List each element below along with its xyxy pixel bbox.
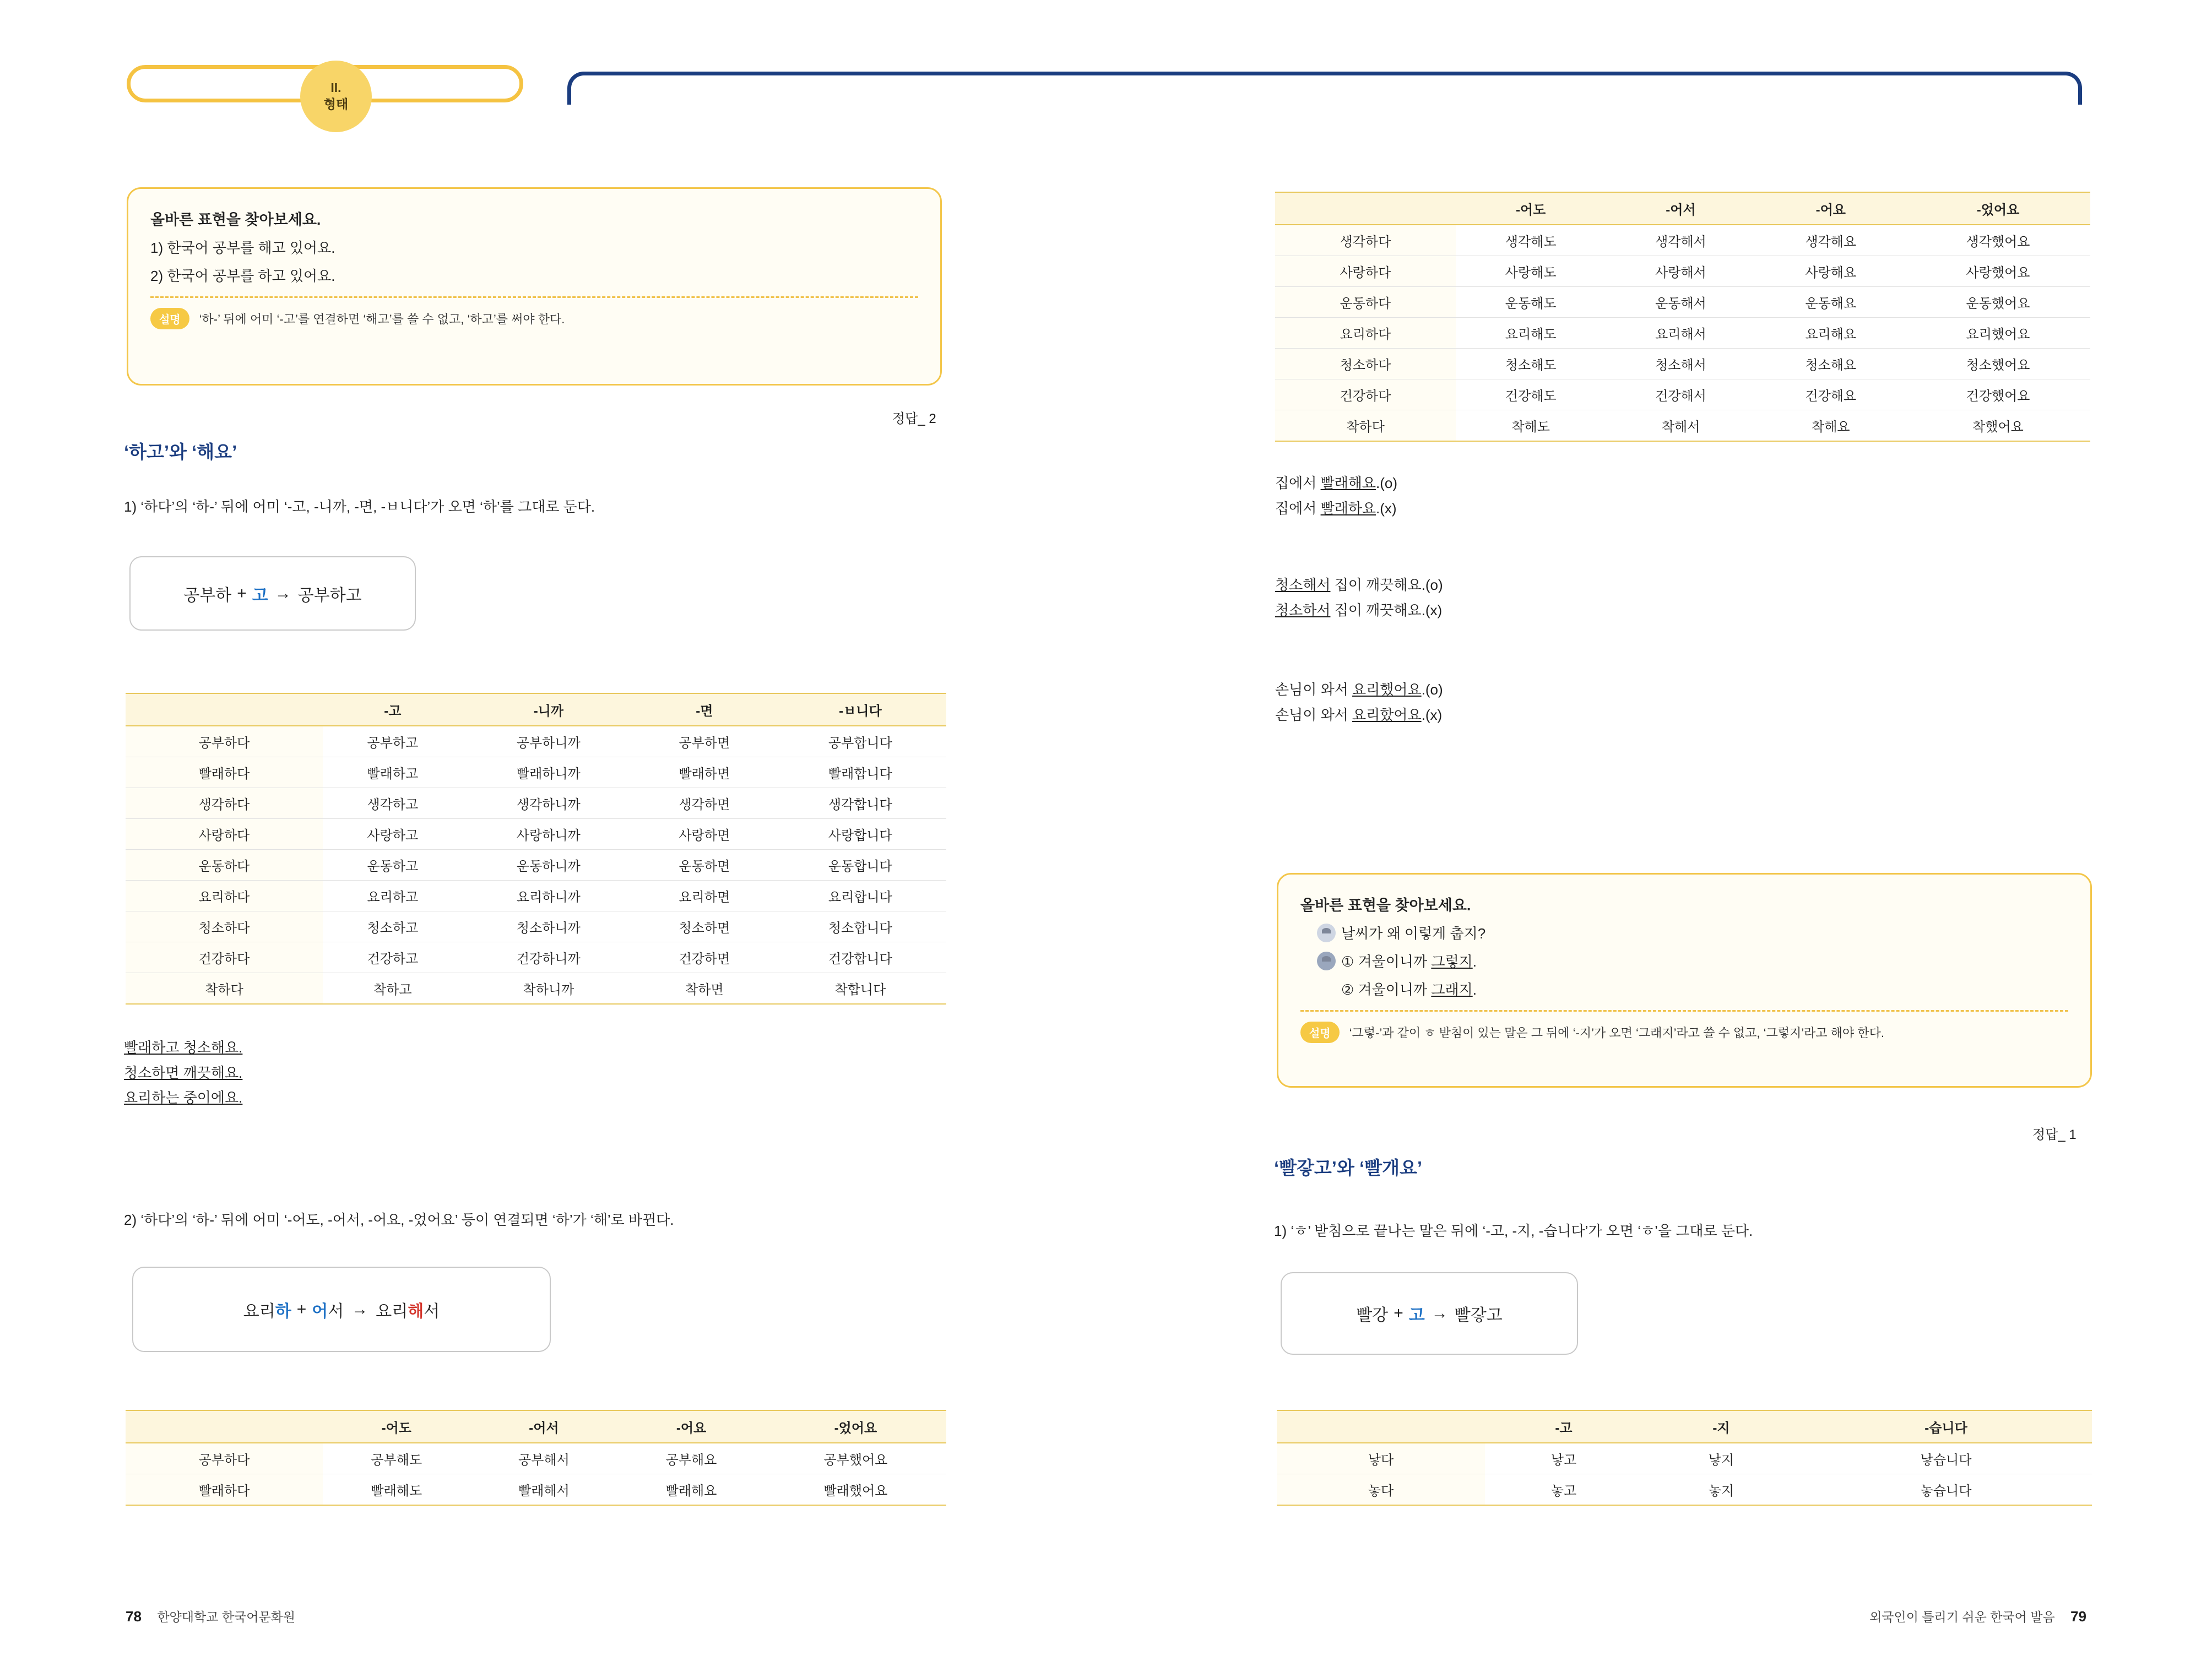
cell: 요리하면 <box>635 881 774 911</box>
right-folio: 79 <box>2070 1608 2086 1625</box>
th-1: -고 <box>323 693 463 726</box>
header-ribbon-blue <box>567 72 2082 105</box>
left-quiz-box <box>127 187 942 386</box>
example-underline: 빨래해요 <box>1320 475 1376 491</box>
cell: 청소하면 <box>635 911 774 942</box>
cell: 낳고 <box>1485 1443 1642 1474</box>
cell: 사랑하고 <box>323 819 463 850</box>
rformula-result: 빨갛고 <box>1454 1306 1503 1324</box>
table-row <box>1275 256 2090 287</box>
cell: 공부해요 <box>617 1443 765 1474</box>
cell: 건강하면 <box>635 942 774 973</box>
formula1-result: 공부하고 <box>297 586 362 605</box>
cell: 착해서 <box>1606 410 1755 442</box>
cell: 건강합니다 <box>774 942 946 973</box>
cell: 놓습니다 <box>1800 1474 2092 1506</box>
th-1: -어도 <box>323 1410 470 1443</box>
left-quiz-title: 올바른 표현을 찾아보세요. <box>150 211 321 228</box>
example-post: .(o) <box>1376 475 1398 491</box>
left-quiz-divider <box>150 296 918 298</box>
cell: 요리해서 <box>1606 318 1755 349</box>
cell: 청소해도 <box>1456 349 1606 379</box>
formula2-result-a: 요리 <box>376 1302 408 1321</box>
formula2-result-hl: 해 <box>408 1302 424 1321</box>
cell: 생각해도 <box>1456 225 1606 256</box>
table-header-row <box>126 1410 946 1443</box>
example-post: .(o) <box>1421 681 1443 698</box>
example-line <box>1275 677 1443 703</box>
cell: 건강해도 <box>1456 379 1606 410</box>
cell: 공부하다 <box>126 1443 323 1474</box>
cell: 사랑하다 <box>126 819 323 850</box>
cell: 착합니다 <box>774 973 946 1005</box>
cell: 생각하고 <box>323 788 463 819</box>
cell: 착하다 <box>1275 410 1456 442</box>
cell: 요리합니다 <box>774 881 946 911</box>
left-footer <box>126 1607 295 1625</box>
cell: 빨래해요 <box>617 1474 765 1506</box>
option1-post: . <box>1472 953 1477 970</box>
cell: 청소했어요 <box>1906 349 2090 379</box>
table-row <box>126 1474 946 1506</box>
cell: 요리하고 <box>323 881 463 911</box>
cell: 공부해도 <box>323 1443 470 1474</box>
example-pre: 손님이 와서 <box>1275 706 1353 723</box>
cell: 공부하면 <box>635 726 774 757</box>
left-quiz-item-2[interactable] <box>150 265 918 285</box>
formula2-a: 요리 <box>243 1302 275 1321</box>
formula1-suffix: 고 <box>252 586 268 605</box>
cell: 청소해서 <box>1606 349 1755 379</box>
left-explain-text: ‘하-’ 뒤에 어미 ‘-고’를 연결하면 ‘해고’를 쓸 수 없고, ‘하고’를 써야 한다. <box>199 312 565 326</box>
cell: 공부하다 <box>126 726 323 757</box>
th-2: -어서 <box>1606 192 1755 225</box>
th-2: -어서 <box>470 1410 618 1443</box>
cell: 운동하니까 <box>463 850 635 881</box>
cell: 요리하니까 <box>463 881 635 911</box>
cell: 사랑하면 <box>635 819 774 850</box>
right-quiz-box <box>1277 873 2092 1088</box>
rformula-plus: + <box>1394 1304 1403 1322</box>
cell: 청소해요 <box>1756 349 1906 379</box>
cell: 청소하다 <box>126 911 323 942</box>
left-rule-2: 2) ‘하다’의 ‘하-’ 뒤에 어미 ‘-어도, -어서, -어요, -었어요’ 등이 연결되면 ‘하’가 ‘해’로 바뀐다. <box>124 1212 674 1228</box>
table-row <box>126 757 946 788</box>
example-underline: 요리핬어요 <box>1352 706 1422 723</box>
table-row <box>126 911 946 942</box>
cell: 운동하다 <box>126 850 323 881</box>
cell: 낳습니다 <box>1800 1443 2092 1474</box>
right-explain-text: ‘그렇-’과 같이 ㅎ 받침이 있는 말은 그 뒤에 ‘-지’가 오면 ‘그래지’라고 쓸 수 없고, ‘그렇지’라고 해야 한다. <box>1349 1026 1884 1040</box>
right-quiz-question-text: 날씨가 왜 이렇게 춥지? <box>1341 925 1486 942</box>
example-underline: 청소하서 <box>1275 601 1331 618</box>
table-header-row <box>1277 1410 2092 1443</box>
table-row <box>1275 349 2090 379</box>
table-row <box>1275 287 2090 318</box>
example-line: 청소하면 깨끗해요. <box>124 1064 243 1081</box>
cell: 착해도 <box>1456 410 1606 442</box>
cell: 공부합니다 <box>774 726 946 757</box>
cell: 운동했어요 <box>1906 287 2090 318</box>
left-formula-1 <box>129 556 416 631</box>
left-rule-1: 1) ‘하다’의 ‘하-’ 뒤에 어미 ‘-고, -니까, -면, -ㅂ니다’가 오면 ‘하’를 그대로 둔다. <box>124 498 595 515</box>
table-row <box>126 788 946 819</box>
table-row <box>1275 318 2090 349</box>
table-row <box>126 881 946 911</box>
th-0 <box>126 1410 323 1443</box>
cell: 빨래하면 <box>635 757 774 788</box>
speaker-a-avatar-icon <box>1317 924 1336 942</box>
chapter-badge <box>300 61 372 132</box>
th-4: -ㅂ니다 <box>774 693 946 726</box>
chapter-number: II. <box>330 80 341 95</box>
table-row <box>126 850 946 881</box>
example-line <box>1275 471 1397 496</box>
cell: 사랑해도 <box>1456 256 1606 287</box>
cell: 빨래하니까 <box>463 757 635 788</box>
cell: 운동하고 <box>323 850 463 881</box>
cell: 요리하다 <box>126 881 323 911</box>
cell: 착하고 <box>323 973 463 1005</box>
left-folio: 78 <box>126 1608 142 1625</box>
example-line: 빨래하고 청소해요. <box>124 1039 243 1056</box>
th-3: -면 <box>635 693 774 726</box>
cell: 빨래하다 <box>126 1474 323 1506</box>
right-examples-group-3 <box>1275 677 1443 728</box>
left-formula-2 <box>132 1267 551 1352</box>
example-underline: 청소해서 <box>1275 577 1331 593</box>
th-3: -어요 <box>1756 192 1906 225</box>
cell: 사랑해요 <box>1756 256 1906 287</box>
cell: 생각해서 <box>1606 225 1755 256</box>
cell: 운동합니다 <box>774 850 946 881</box>
right-formula <box>1281 1272 1578 1355</box>
cell: 운동해도 <box>1456 287 1606 318</box>
left-table-2 <box>126 1410 946 1506</box>
right-examples-group-2 <box>1275 573 1443 623</box>
th-4: -었어요 <box>765 1410 946 1443</box>
cell: 생각하다 <box>126 788 323 819</box>
left-quiz-item-2-text: 2) 한국어 공부를 하고 있어요. <box>150 268 335 284</box>
cell: 사랑해서 <box>1606 256 1755 287</box>
table-header-row <box>1275 192 2090 225</box>
right-explain-row <box>1300 1022 2068 1043</box>
chapter-title: 형태 <box>323 97 349 111</box>
cell: 요리했어요 <box>1906 318 2090 349</box>
cell: 사랑합니다 <box>774 819 946 850</box>
example-line <box>1275 703 1443 728</box>
option2-underline: 그래지 <box>1431 981 1473 998</box>
cell: 생각하면 <box>635 788 774 819</box>
table-row <box>126 942 946 973</box>
left-answer: 정답_ 2 <box>892 411 936 426</box>
example-line <box>1275 496 1397 522</box>
th-1: -고 <box>1485 1410 1642 1443</box>
cell: 빨래했어요 <box>765 1474 946 1506</box>
cell: 착하니까 <box>463 973 635 1005</box>
rformula-left: 빨강 <box>1356 1306 1389 1324</box>
cell: 사랑했어요 <box>1906 256 2090 287</box>
cell: 요리하다 <box>1275 318 1456 349</box>
rformula-suffix: 고 <box>1408 1306 1425 1324</box>
th-2: -니까 <box>463 693 635 726</box>
cell: 사랑하니까 <box>463 819 635 850</box>
formula2-plus: + <box>296 1300 307 1318</box>
formula2-b: 서 <box>328 1302 344 1321</box>
cell: 빨래해도 <box>323 1474 470 1506</box>
cell: 생각하니까 <box>463 788 635 819</box>
cell: 빨래해서 <box>470 1474 618 1506</box>
right-explain-badge: 설명 <box>1300 1022 1340 1043</box>
right-examples-group-1 <box>1275 471 1397 521</box>
left-explain-row <box>150 308 918 329</box>
cell: 놓지 <box>1642 1474 1800 1506</box>
left-explain-badge: 설명 <box>150 308 189 329</box>
example-post: 집이 깨끗해요.(o) <box>1330 577 1443 593</box>
right-quiz-divider <box>1300 1010 2068 1012</box>
cell: 공부해서 <box>470 1443 618 1474</box>
right-section-title: ‘빨갛고’와 ‘빨개요’ <box>1274 1158 1422 1178</box>
cell: 건강하다 <box>126 942 323 973</box>
cell: 착하면 <box>635 973 774 1005</box>
cell: 빨래하고 <box>323 757 463 788</box>
example-line: 요리하는 중이에요. <box>124 1089 243 1106</box>
table-header-row <box>126 693 946 726</box>
example-post: .(x) <box>1421 706 1443 723</box>
speaker-b-avatar-icon <box>1317 952 1336 970</box>
cell: 건강하고 <box>323 942 463 973</box>
right-quiz-option-2[interactable] <box>1341 979 2068 999</box>
left-table-1 <box>126 693 946 1005</box>
example-underline: 요리했어요 <box>1352 681 1422 698</box>
th-3: -어요 <box>617 1410 765 1443</box>
cell: 놓다 <box>1277 1474 1485 1506</box>
option1-pre: ① 겨울이니까 <box>1341 953 1432 970</box>
example-underline: 빨래하요 <box>1320 500 1376 517</box>
cell: 공부하고 <box>323 726 463 757</box>
cell: 공부하니까 <box>463 726 635 757</box>
cell: 운동해요 <box>1756 287 1906 318</box>
table-row <box>1275 225 2090 256</box>
formula2-arrow: → <box>351 1300 368 1318</box>
cell: 건강해요 <box>1756 379 1906 410</box>
example-line <box>1275 573 1443 598</box>
table-row <box>1277 1474 2092 1506</box>
cell: 낳지 <box>1642 1443 1800 1474</box>
right-quiz-title: 올바른 표현을 찾아보세요. <box>1300 897 1471 914</box>
right-footer <box>1869 1607 2086 1625</box>
formula1-left: 공부하 <box>183 586 232 605</box>
table-row <box>1275 410 2090 442</box>
cell: 운동하면 <box>635 850 774 881</box>
formula2-b-hl: 어 <box>312 1302 328 1321</box>
example-pre: 손님이 와서 <box>1275 681 1353 698</box>
option2-pre: ② 겨울이니까 <box>1341 981 1432 998</box>
cell: 생각하다 <box>1275 225 1456 256</box>
cell: 요리해도 <box>1456 318 1606 349</box>
cell: 생각합니다 <box>774 788 946 819</box>
option2-post: . <box>1472 981 1477 998</box>
right-quiz-option-1[interactable] <box>1317 951 2068 971</box>
formula1-plus: + <box>237 584 247 602</box>
table-row <box>1277 1443 2092 1474</box>
left-footer-text: 한양대학교 한국어문화원 <box>157 1610 296 1624</box>
example-post: 집이 깨끗해요.(x) <box>1330 601 1443 618</box>
left-section-title: ‘하고’와 ‘해요’ <box>124 442 237 462</box>
th-0 <box>1277 1410 1485 1443</box>
right-answer: 정답_ 1 <box>2032 1127 2077 1142</box>
cell: 건강하다 <box>1275 379 1456 410</box>
cell: 생각해요 <box>1756 225 1906 256</box>
cell: 생각했어요 <box>1906 225 2090 256</box>
right-table-4 <box>1277 1410 2092 1506</box>
right-rule-1: 1) ‘ㅎ’ 받침으로 끝나는 말은 뒤에 ‘-고, -지, -습니다’가 오면 ‘ㅎ’을 그대로 둔다. <box>1274 1223 1753 1239</box>
cell: 빨래하다 <box>126 757 323 788</box>
right-table-3 <box>1275 192 2090 442</box>
table-row <box>126 973 946 1005</box>
th-2: -지 <box>1642 1410 1800 1443</box>
cell: 사랑하다 <box>1275 256 1456 287</box>
cell: 청소하다 <box>1275 349 1456 379</box>
cell: 청소하고 <box>323 911 463 942</box>
table-row <box>126 726 946 757</box>
cell: 건강해서 <box>1606 379 1755 410</box>
cell: 착해요 <box>1756 410 1906 442</box>
left-quiz-item-1[interactable]: 1) 한국어 공부를 해고 있어요. <box>150 240 335 256</box>
right-quiz-question <box>1317 922 2068 943</box>
rformula-arrow: → <box>1431 1304 1448 1322</box>
th-4: -었어요 <box>1906 192 2090 225</box>
example-pre: 집에서 <box>1275 500 1321 517</box>
th-0 <box>1275 192 1456 225</box>
th-3: -습니다 <box>1800 1410 2092 1443</box>
left-examples-1 <box>124 1035 242 1111</box>
th-1: -어도 <box>1456 192 1606 225</box>
cell: 건강했어요 <box>1906 379 2090 410</box>
cell: 건강하니까 <box>463 942 635 973</box>
th-0 <box>126 693 323 726</box>
table-row <box>126 819 946 850</box>
example-post: .(x) <box>1376 500 1397 517</box>
cell: 빨래합니다 <box>774 757 946 788</box>
cell: 청소합니다 <box>774 911 946 942</box>
cell: 착하다 <box>126 973 323 1005</box>
option1-underline: 그렇지 <box>1431 953 1473 970</box>
cell: 요리해요 <box>1756 318 1906 349</box>
example-line <box>1275 598 1443 623</box>
cell: 낳다 <box>1277 1443 1485 1474</box>
cell: 착했어요 <box>1906 410 2090 442</box>
example-pre: 집에서 <box>1275 475 1321 491</box>
table-row <box>1275 379 2090 410</box>
cell: 공부했어요 <box>765 1443 946 1474</box>
formula1-arrow: → <box>274 584 291 602</box>
cell: 청소하니까 <box>463 911 635 942</box>
formula2-result-b: 서 <box>424 1302 440 1321</box>
table-row <box>126 1443 946 1474</box>
cell: 놓고 <box>1485 1474 1642 1506</box>
cell: 운동해서 <box>1606 287 1755 318</box>
cell: 운동하다 <box>1275 287 1456 318</box>
formula2-a-hl: 하 <box>275 1302 291 1321</box>
right-footer-text: 외국인이 틀리기 쉬운 한국어 발음 <box>1869 1610 2055 1624</box>
